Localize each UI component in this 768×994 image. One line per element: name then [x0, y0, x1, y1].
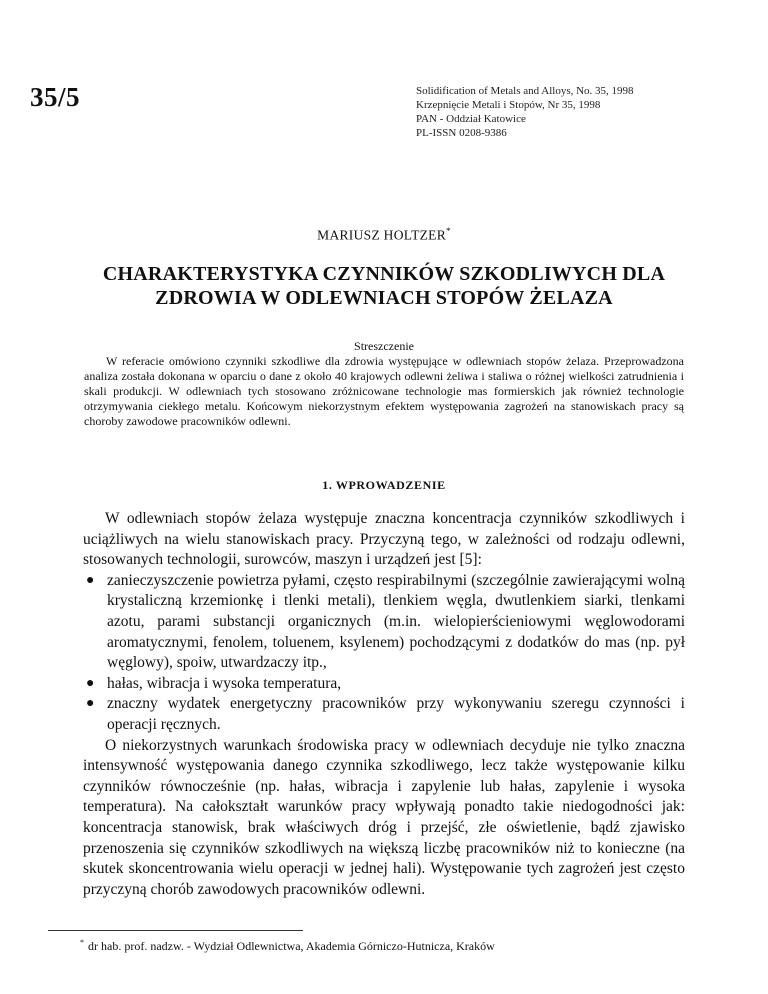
journal-line: PL-ISSN 0208-9386	[416, 127, 507, 139]
footnote-mark: *	[80, 938, 84, 947]
journal-info	[416, 84, 634, 140]
list-item-text: znaczny wydatek energetyczny pracowników przy wykonywaniu szeregu czynności i operacji ręcznych.	[107, 695, 685, 733]
section-heading: 1. WPROWADZENIE	[322, 478, 446, 492]
paper-number: 35/5	[30, 82, 81, 112]
list-item-text: hałas, wibracja i wysoka temperatura,	[107, 674, 342, 692]
journal-line: PAN - Oddział Katowice	[416, 113, 526, 125]
title-line: CHARAKTERYSTYKA CZYNNIKÓW SZKODLIWYCH DLA	[102, 263, 666, 285]
bullet-icon: ●	[86, 572, 95, 588]
list-item	[83, 674, 685, 695]
footnote-text: dr hab. prof. nadzw. - Wydział Odlewnictwa, Akademia Górniczo-Hutnicza, Kraków	[88, 939, 495, 953]
title-line: ZDROWIA W ODLEWNIACH STOPÓW ŻELAZA	[155, 287, 613, 309]
journal-line: Solidification of Metals and Alloys, No. 35, 1998	[416, 85, 634, 97]
author-name: MARIUSZ HOLTZER	[317, 227, 447, 243]
abstract-text: W referacie omówiono czynniki szkodliwe dla zdrowia występujące w odlewniach stopów żelaza. Przeprowadzona analiza została dokonana w oparciu o dane z około 40 krajowych odlewni żeliwa i staliwa o różnej wielkości zatrudnienia i skali produkcji. W odlewniach tych stosowano zróżnicowane technologie mas formierskich jak również technologie otrzymywania ciekłego metalu. Końcowym niekorzystnym efektem występowania zagrożeń na stanowiskach pracy są choroby zawodowe pracowników odlewni.	[84, 354, 684, 428]
bullet-icon: ●	[86, 675, 95, 691]
footnote-divider	[48, 930, 303, 931]
journal-line: Krzepnięcie Metali i Stopów, Nr 35, 1998	[416, 99, 601, 111]
second-paragraph: O niekorzystnych warunkach środowiska pracy w odlewniach decyduje nie tylko znaczna intensywność występowania danego czynnika szkodliwego, lecz także występowanie kilku czynników równocześnie (np. hałas, wibracja i zapylenie lub hałas, zapylenie i wysoka temperatura). Na całokształt warunków pracy wpływają ponadto takie niedogodności jak: koncentracja stanowisk, brak właściwych dróg i przejść, złe oświetlenie, bądź zjawisko przenoszenia się czynników szkodliwych na większą liczbę pracowników niż to konieczne (na skutek skoncentrowania wielu operacji w jednej hali). Występowanie tych zagrożeń jest często przyczyną chorób zawodowych pracowników odlewni.	[83, 736, 685, 898]
body-text	[83, 509, 685, 900]
bullet-icon: ●	[86, 696, 95, 712]
list-item	[83, 694, 685, 735]
paper-title	[60, 262, 708, 310]
author-footnote-mark: *	[446, 226, 451, 236]
abstract-heading: Streszczenie	[354, 339, 414, 353]
list-item-text: zanieczyszczenie powietrza pyłami, często respirabilnymi (szczególnie zawierającymi wolną krystaliczną krzemionkę i tlenki metali), tlenkiem węgla, dwutlenkiem siarki, tlenkami azotu, parami substancji organicznych (m.in. wielopierścieniowymi węglowodorami aromatycznymi, fenolem, toluenem, ksylenem) pochodzącymi z dodatków do mas (np. pył węglowy), spoiw, utwardzaczy itp.,	[107, 571, 685, 672]
intro-paragraph: W odlewniach stopów żelaza występuje znaczna koncentracja czynników szkodliwych i uciążliwych na wielu stanowiskach pracy. Przyczyną tego, w zależności od rodzaju odlewni, stosowanych technologii, surowców, maszyn i urządzeń jest [5]:	[83, 510, 685, 569]
hazard-list	[83, 571, 685, 736]
footnote	[80, 938, 495, 954]
list-item	[83, 571, 685, 674]
author-line	[0, 226, 768, 244]
